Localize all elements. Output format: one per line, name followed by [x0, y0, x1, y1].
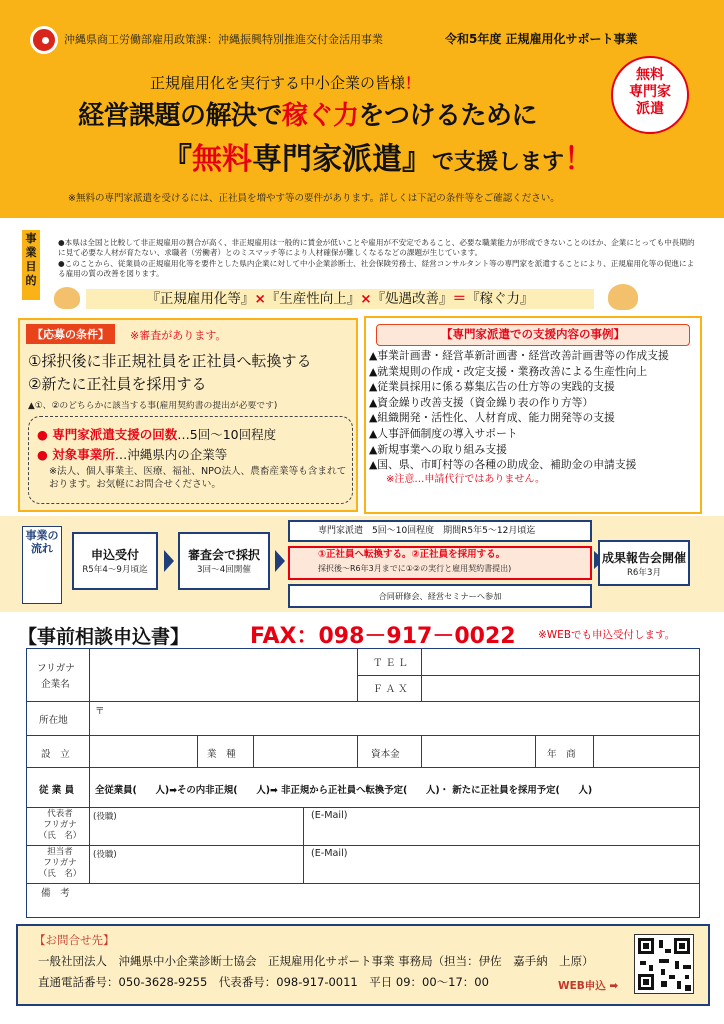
mascot-right-icon	[608, 284, 638, 310]
header-banner	[0, 0, 724, 218]
arrow-right-icon	[275, 550, 285, 572]
purpose-text: ●本県は全国と比較して非正規雇用の割合が高く、非正規雇用は一般的に賃金が低いことや雇用が不安定であること、必要な職業能力が形成できないことのほか、企業にとっても中長期的に見て必要な人材が育たない、求職者（労働者）とのミスマッチ等により人材確保が難しくなるなどの課題が生じています。 ●このことから、従業員の正規雇用化等を要件とした県内企業に対して中小企業診断士、社会保険労務士、経営コンサルタント等の専門家を派遣することにより、正規雇用化等の促進による雇用の質の改善を図ります。	[58, 238, 695, 279]
headline-2: 『無料専門家派遣』で支援します！	[162, 142, 595, 177]
consultation-form	[26, 648, 700, 918]
free-dispatch-badge: 無料 専門家 派遣	[611, 56, 689, 134]
representative-position[interactable]: (役職)	[93, 812, 117, 822]
support-summary-box	[28, 416, 353, 504]
industry-label: 業 種	[207, 749, 236, 760]
address-field[interactable]: 〒	[95, 706, 105, 717]
examples-title: 【専門家派遣での支援内容の事例】	[376, 324, 690, 346]
company-field[interactable]	[91, 652, 357, 700]
list-item: ▲従業員採用に係る募集広告の仕方等の実践的支援	[369, 380, 615, 394]
arrow-right-icon	[164, 550, 174, 572]
mascot-left-icon	[54, 287, 80, 309]
condition-item: ②新たに正社員を採用する	[28, 375, 207, 393]
remarks-label: 備 考	[41, 888, 70, 899]
staff-label: 担当者 フリガナ （氏 名）	[38, 847, 82, 879]
web-application-link[interactable]: WEB申込 ➡	[558, 980, 619, 992]
support-examples-box	[364, 316, 702, 514]
qr-code-icon[interactable]	[634, 934, 694, 994]
requirement-note: ※無料の専門家派遣を受けるには、正社員を増やす等の要件があります。詳しくは下記の条件等をご確認ください。	[68, 193, 560, 204]
fax-field[interactable]	[423, 677, 699, 701]
representative-email[interactable]: (E-Mail)	[311, 810, 348, 821]
contact-organization: 一般社団法人 沖縄県中小企業診断士協会 正規雇用化サポート事業 事務局（担当：伊佐 嘉手納 上原）	[38, 954, 594, 968]
examples-list	[369, 348, 699, 473]
employees-label: 従 業 員	[39, 785, 75, 796]
examples-note: ※注意…申請代行ではありません。	[386, 474, 545, 485]
flow-step-report: 成果報告会開催 R6年3月	[598, 540, 690, 586]
flow-requirement: ①正社員へ転換する。②正社員を採用する。 採択後～R6年3月までに①②の実行と雇用契約書提出)	[288, 546, 592, 580]
business-flow	[0, 516, 724, 612]
address-label: 所在地	[39, 715, 68, 726]
fax-label: ＦＡＸ	[373, 684, 411, 695]
target-note: ※法人、個人事業主、医療、福祉、NPO法人、農畜産業等も含まれております。お気軽にお問合せください。	[49, 466, 347, 490]
headline-1: 経営課題の解決で稼ぐ力をつけるために	[78, 101, 538, 131]
conditions-title: 【応募の条件】	[26, 324, 115, 344]
web-note: ※WEBでも申込受付します。	[538, 629, 676, 641]
tel-label: ＴＥＬ	[373, 658, 411, 669]
prefecture-logo-icon	[30, 26, 58, 54]
organizer-text: 沖縄県商工労働部雇用政策課：沖縄振興特別推進交付金活用事業	[64, 33, 383, 46]
lead-text: 正規雇用化を実行する中小企業の皆様！	[150, 74, 421, 92]
target-business: ● 対象事業所…沖縄県内の企業等	[37, 447, 228, 462]
fax-number: FAX：098－917－0022	[250, 624, 516, 649]
flow-seminar: 合同研修会、経営セミナーへ参加	[288, 584, 592, 608]
contact-box	[16, 924, 710, 1006]
flow-dispatch: 専門家派遣 5回～10回程度 期間R5年5～12月頃迄	[288, 520, 592, 542]
list-item: ▲就業規則の作成・改定支援・業務改善による生産性向上	[369, 364, 648, 378]
support-count: ● 専門家派遣支援の回数…5回～10回程度	[37, 427, 277, 442]
condition-note: ▲①、②のどちらかに該当する事(雇用契約書の提出が必要です)	[28, 401, 278, 411]
contact-phone: 直通電話番号：050-3628-9255 代表番号：098-917-0011 平日 09：00～17：00	[38, 975, 489, 989]
application-conditions-box	[18, 318, 358, 512]
list-item: ▲資金繰り改善支援（資金繰り表の作り方等）	[369, 395, 594, 409]
list-item: ▲組織開発・活性化、人材育成、能力開発等の支援	[369, 411, 615, 425]
purpose-label: 事業目的	[22, 230, 40, 300]
list-item: ▲人事評価制度の導入サポート	[369, 426, 518, 440]
representative-label: 代表者 フリガナ （氏 名）	[38, 809, 82, 841]
contact-title: 【お問合せ先】	[34, 933, 115, 947]
earning-power-formula: 『正規雇用化等』×『生産性向上』×『処遇改善』＝『稼ぐ力』	[86, 289, 594, 309]
list-item: ▲新規事業への取り組み支援	[369, 442, 507, 456]
condition-item: ①採択後に非正規社員を正社員へ転換する	[28, 352, 312, 370]
flow-step-application: 申込受付 R5年4～9月頃迄	[72, 532, 158, 590]
capital-label: 資本金	[371, 749, 400, 760]
project-title: 令和5年度 正規雇用化サポート事業	[445, 32, 638, 46]
furigana-label: フリガナ	[37, 663, 75, 674]
conditions-note: ※審査があります。	[130, 329, 227, 342]
remarks-field[interactable]	[91, 885, 697, 915]
flow-step-review: 審査会で採択 3回～4回開催	[178, 532, 270, 590]
list-item: ▲国、県、市町村等の各種の助成金、補助金の申請支援	[369, 458, 637, 472]
staff-position[interactable]: (役職)	[93, 850, 117, 860]
established-label: 設 立	[41, 749, 70, 760]
list-item: ▲事業計画書・経営革新計画書・経営改善計画書等の作成支援	[369, 349, 669, 362]
staff-email[interactable]: (E-Mail)	[311, 848, 348, 859]
company-label: 企業名	[41, 679, 70, 690]
employees-text[interactable]: 全従業員( 人)➡その内非正規( 人)➡ 非正規から正社員へ転換予定( 人)・ 新たに正社員を採用予定( 人)	[95, 785, 593, 796]
flow-label: 事業の流れ	[22, 526, 62, 604]
tel-field[interactable]	[423, 651, 699, 675]
sales-label: 年 商	[547, 749, 576, 760]
form-title: 【事前相談申込書】	[18, 626, 190, 648]
